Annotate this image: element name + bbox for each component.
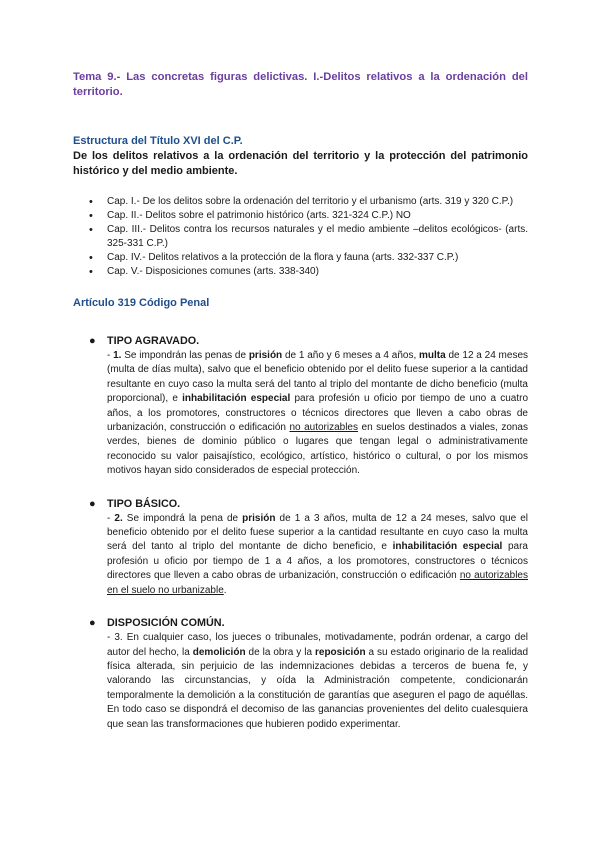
chapter-item: • Cap. V.- Disposiciones comunes (arts. 338-340) xyxy=(73,265,528,279)
topic-heading: Tema 9.- Las concretas figuras delictivas. I.-Delitos relativos a la ordenación del territorio. xyxy=(73,71,528,98)
chapter-item: • Cap. IV.- Delitos relativos a la protección de la flora y fauna (arts. 332-337 C.P.) xyxy=(73,251,528,265)
chapter-item: • Cap. III.- Delitos contra los recursos naturales y el medio ambiente –delitos ecológicos- (arts. 325-331 C.P.) xyxy=(73,223,528,251)
section-body: - 3. En cualquier caso, los jueces o tribunales, motivadamente, podrán ordenar, a cargo del autor del hecho, la demolición de la obra y la reposición a su estado originario de la realidad física alterada, sin perjuicio de las indemnizaciones debidas a terceros de buena fe, y valorando las circunstancias, y oída la Administración competente, condicionarán temporalmente la demolición a la constitución de garantías que aseguren el pago de aquéllas. En todo caso se dispondrá el decomiso de las ganancias provenientes del delito cualesquiera que sean las transformaciones que hubieren podido experimentar. xyxy=(107,632,529,730)
document-page xyxy=(73,70,528,732)
article-title: Artículo 319 Código Penal xyxy=(73,297,210,309)
bullet-icon: ● xyxy=(89,335,96,347)
bullet-icon: ● xyxy=(89,497,96,510)
tipo-basico-section xyxy=(73,497,528,598)
bullet-icon: ● xyxy=(89,617,96,630)
chapter-item: • Cap. I.- De los delitos sobre la ordenación del territorio y el urbanismo (arts. 319 y 320 C.P.) xyxy=(73,195,528,209)
structure-subtitle: De los delitos relativos a la ordenación del territorio y la protección del patrimonio histórico y del medio ambiente. xyxy=(73,150,528,177)
tipo-agravado-section xyxy=(73,334,528,479)
section-title: TIPO AGRAVADO. xyxy=(107,335,200,347)
section-body: - 2. Se impondrá la pena de prisión de 1 a 3 años, multa de 12 a 24 meses, salvo que el beneficio obtenido por el delito fuese superior a la cantidad resultante en cuyo caso la multa será del tanto al triplo del montante de dicho beneficio, e inhabilitación especial para profesión u oficio por tiempo de 1 a 4 años, a los promotores, constructores o técnicos directores que lleven a cabo obras de urbanización, construcción o edificación no autorizables en el suelo no urbanizable. xyxy=(107,512,528,596)
section-body: - 1. Se impondrán las penas de prisión de 1 año y 6 meses a 4 años, multa de 12 a 24 meses (multa de días multa), salvo que el beneficio obtenido por el delito fuese superior a la cantidad resultante en cuyo caso la multa será del tanto al triplo del montante de dicho beneficio (multa proporcional), e inhabilitación especial para profesión u oficio por tiempo de uno a cuatro años, a los promotores, constructores o técnicos directores que lleven a cabo obras de urbanización, construcción o edificación no autorizables en suelos destinados a viales, zonas verdes, bienes de dominio público o lugares que tengan legal o administrativamente reconocido su valor paisajístico, ecológico, artístico, histórico o cultural, o por los mismos motivos hayan sido considerados de especial protección. xyxy=(107,350,529,477)
section-title: TIPO BÁSICO. xyxy=(107,497,181,510)
disposicion-comun-section xyxy=(73,616,528,732)
chapter-list xyxy=(73,195,528,279)
structure-title: Estructura del Título XVI del C.P. xyxy=(73,135,243,147)
chapter-item: • Cap. II.- Delitos sobre el patrimonio histórico (arts. 321-324 C.P.) NO xyxy=(73,209,528,223)
section-title: DISPOSICIÓN COMÚN. xyxy=(107,617,225,630)
